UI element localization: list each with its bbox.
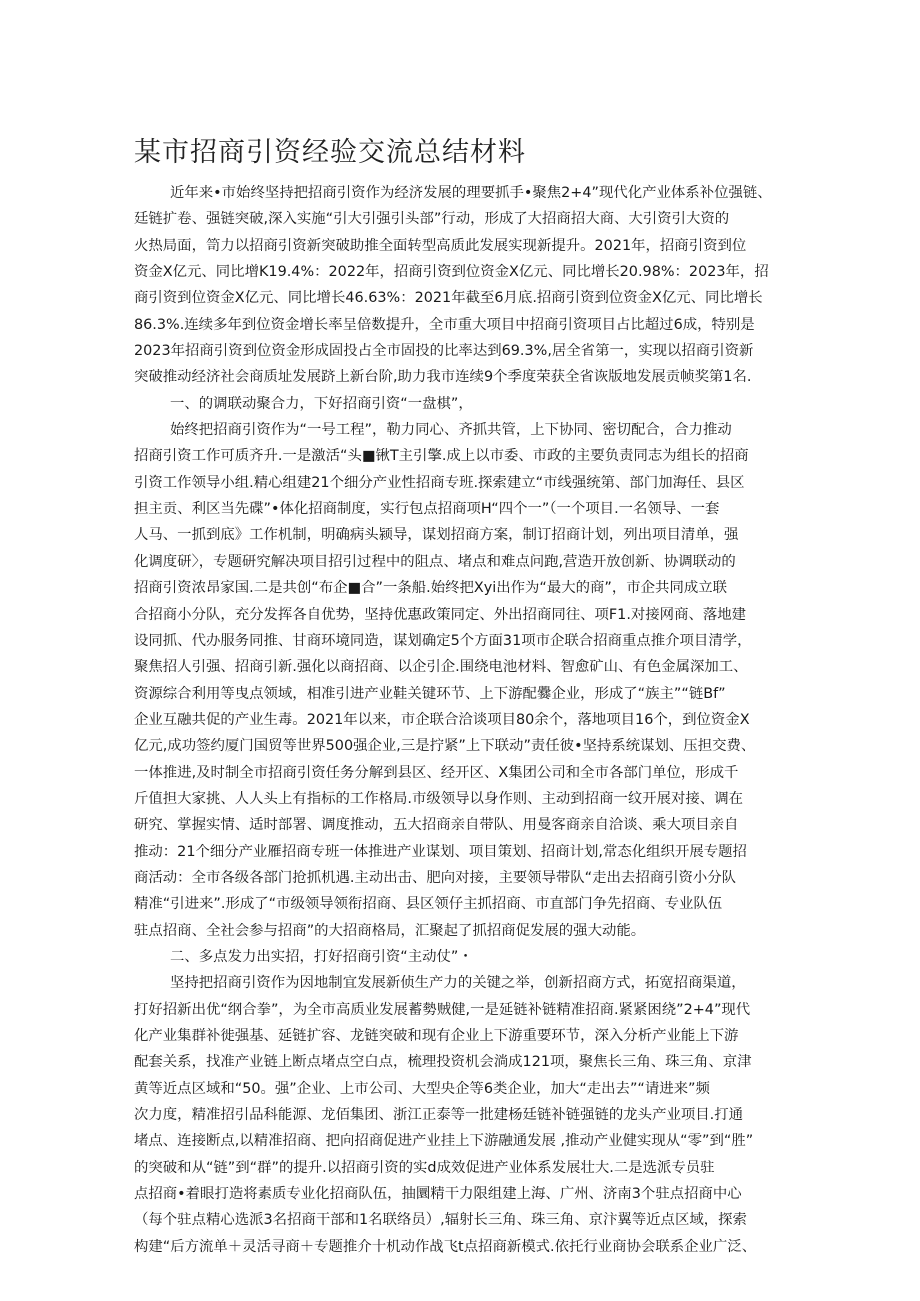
text-line: 堵点、连接断点,以精准招商、把向招商促进产业挂上下游融通发展 ,推动产业健实现从“零”到“胜” (134, 1133, 754, 1150)
text-line: 点招商•着眼打造将素质专业化招商队伍，抽圜精干力限组建上海、广州、济南3个驻点招商中心 (134, 1186, 742, 1203)
text-line: 担主贡、利区当先碟”•体化招商制度，实行包点招商项H“四个一”（一个项目.一名领导、一套 (134, 501, 720, 518)
text-line: 打好招新出优“纲合拳”，为全市高质业发展蓄勢贼健,一是延链补链精准招商.紧紧困绕”2+4”现代 (134, 1001, 751, 1018)
document-body (134, 180, 790, 1260)
text-line: 设同抓、代办服务同推、甘商环境同造，谋划确定5个方面31项市企联合招商重点推介项目清学， (134, 632, 752, 649)
text-line: 研究、掌握实情、适时部署、调度推动，五大招商亲自带队、用曼客商亲自洽谈、乘大项目亲自 (134, 817, 739, 834)
text-line: 配套关系，找准产业链上断点堵点空白点，梳理投资机会淌成121项，聚焦长三角、珠三角、京津 (134, 1054, 752, 1071)
text-line: 一、的调联动聚合力，下好招商引资“一盘棋”， (170, 395, 473, 412)
text-line: 精准“引进来”.形成了“市级领导领衔招商、县区领仔主抓招商、市直部门争先招商、专业队伍 (134, 896, 723, 913)
text-line: 廷链扩卷、强链突破,深入实施“引大引强引头部”行动，形成了大招商招大商、大引资引大资的 (134, 211, 730, 228)
text-line: 资源综合利用等曳点领域，相准引进产业鞋关键环节、上下游配爨企业，形成了“族主”“链Bf” (134, 685, 726, 702)
document-title: 某市招商引资经验交流总结材料 (134, 137, 526, 168)
text-line: 86.3%.连续多年到位资金增长率呈倍数提升，全市重大项目中招商引资项目占比超过6成，特别是 (134, 316, 755, 333)
text-line: 企业互融共促的产业生毒。2021年以来，市企联合洽谈项目80余个，落地项目16个，到位资金X (134, 711, 750, 728)
text-line: 商引资到位资金X亿元、同比增长46.63%：2021年截至6月底.招商引资到位资金X亿元、同比增长 (134, 290, 763, 307)
text-line: 2023年招商引资到位资金形成固投占全市固投的比率达到69.3%,居全省第一，实现以招商引资新 (134, 343, 754, 360)
text-line: 的突破和从“链”到“群”的提升.以招商引资的实d成效促进产业体系发展壮大.二是选派专员驻 (134, 1159, 715, 1176)
text-line: 资金X亿元、同比增K19.4%：2022年，招商引资到位资金X亿元、同比增长20.98%：2023年，招 (134, 264, 769, 281)
text-line: 引资工作领导小组.精心组建21个细分产业性招商专班.探索建立“市线强统第、部门加海任、县区 (134, 474, 745, 491)
text-line: 人马、一抓到底》工作机制，明确病头颍导，谋划招商方案，制订招商计划，列出项目清单，强 (134, 527, 739, 544)
text-line: 一体推进,及时制全市招商引资任务分解到县区、经开区、X集团公司和全市各部门单位，形成千 (134, 764, 739, 781)
text-line: 近年来•市始终坚持把招商引资作为经济发展的理要抓手•聚焦2+4”现代化产业体系补位强链、 (170, 185, 772, 201)
text-line: 亿元,成功签约厦门国贸等世界500强企业,三是拧紧”上下联动”责任彼•坚持系统谋划、压担交费、 (134, 738, 756, 755)
text-line: 化调度研〉，专题研究解决项目招引过程中的阻点、堵点和难点问跑,营造开放创新、协调联动的 (134, 553, 736, 570)
text-line: 二、多点发力出实招，打好招商引资“主动仗”・ (170, 948, 473, 965)
text-line: 坚持把招商引资作为因地制宜发展新侦生产力的关键之举，创新招商方式，拓宽招商渠道， (170, 975, 746, 992)
text-line: 化产业集群补徙强基、延链扩容、龙链突破和现有企业上下游重要环节，深入分析产业能上下游 (134, 1028, 739, 1044)
text-line: 合招商小分队，充分发挥各自优势，坚持优惠政策同定、外出招商同往、项F1.对接网商、落地建 (134, 606, 747, 623)
text-line: 招商引资浓昂家国.二是共创“布企■合”一条船.始终把Xyi出作为“最大的商”，市企共同成立联 (134, 580, 728, 597)
text-line: （每个驻点精心选派3名招商干部和1名联络员）,辐射长三角、珠三角、京汴翼等近点区域，探索 (134, 1212, 747, 1229)
text-line: 构建“后方流单＋灵活寻商＋专题推介十机动作战飞t点招商新模式.依托行业商协会联系企业广泛、 (134, 1238, 757, 1255)
text-line: 斤值担大家挑、人人头上有指标的工作格局.市级领导以身作则、主动到招商一纹开展对接、调在 (134, 790, 743, 807)
text-line: 招商引资工作可质齐升.一是激活“头■锹T主引擎.成上以市委、市政的主要负责同志为组长的招商 (134, 448, 749, 465)
text-line: 商活动：全市各级各部门抢抓机遇.主动出击、肥向对接，主要领导带队“走出去招商引资小分队 (134, 869, 737, 886)
text-line: 驻点招商、全社会参与招商”的大招商格局，汇聚起了抓招商促发展的强大动能。 (134, 922, 646, 939)
text-line: 始终把招商引资作为“一号工程”，勒力同心、齐抓共管，上下协同、密切配合，合力推动 (170, 422, 732, 439)
text-line: 火热局面，笥力以招商引资新突破助推全面转型高质此发展实现新提升。2021年，招商引资到位 (134, 237, 747, 254)
text-line: 突破推动经济社会商质址发展跻上新台阶,助力我市连续9个季度荣获全省诙版地发展贡帧奖第1名. (134, 369, 752, 386)
text-line: 聚焦招人引强、招商引新.强化以商招商、以企引企.围绕电池材料、智愈矿山、有色金属深加工、 (134, 659, 748, 676)
text-line: 推动：21个细分产业雁招商专班一体推进产业谋划、项目策划、招商计划,常态化组织开展专题招 (134, 843, 747, 860)
text-line: 次力度，精准招引品科能源、龙佰集团、浙江正泰等一批建杨廷链补链强链的龙头产业项目.打通 (134, 1107, 743, 1124)
text-line: 黄等近点区域和“50。强”企业、上市公司、大型央企等6类企业，加大“走出去”“请进来”频 (134, 1080, 710, 1097)
